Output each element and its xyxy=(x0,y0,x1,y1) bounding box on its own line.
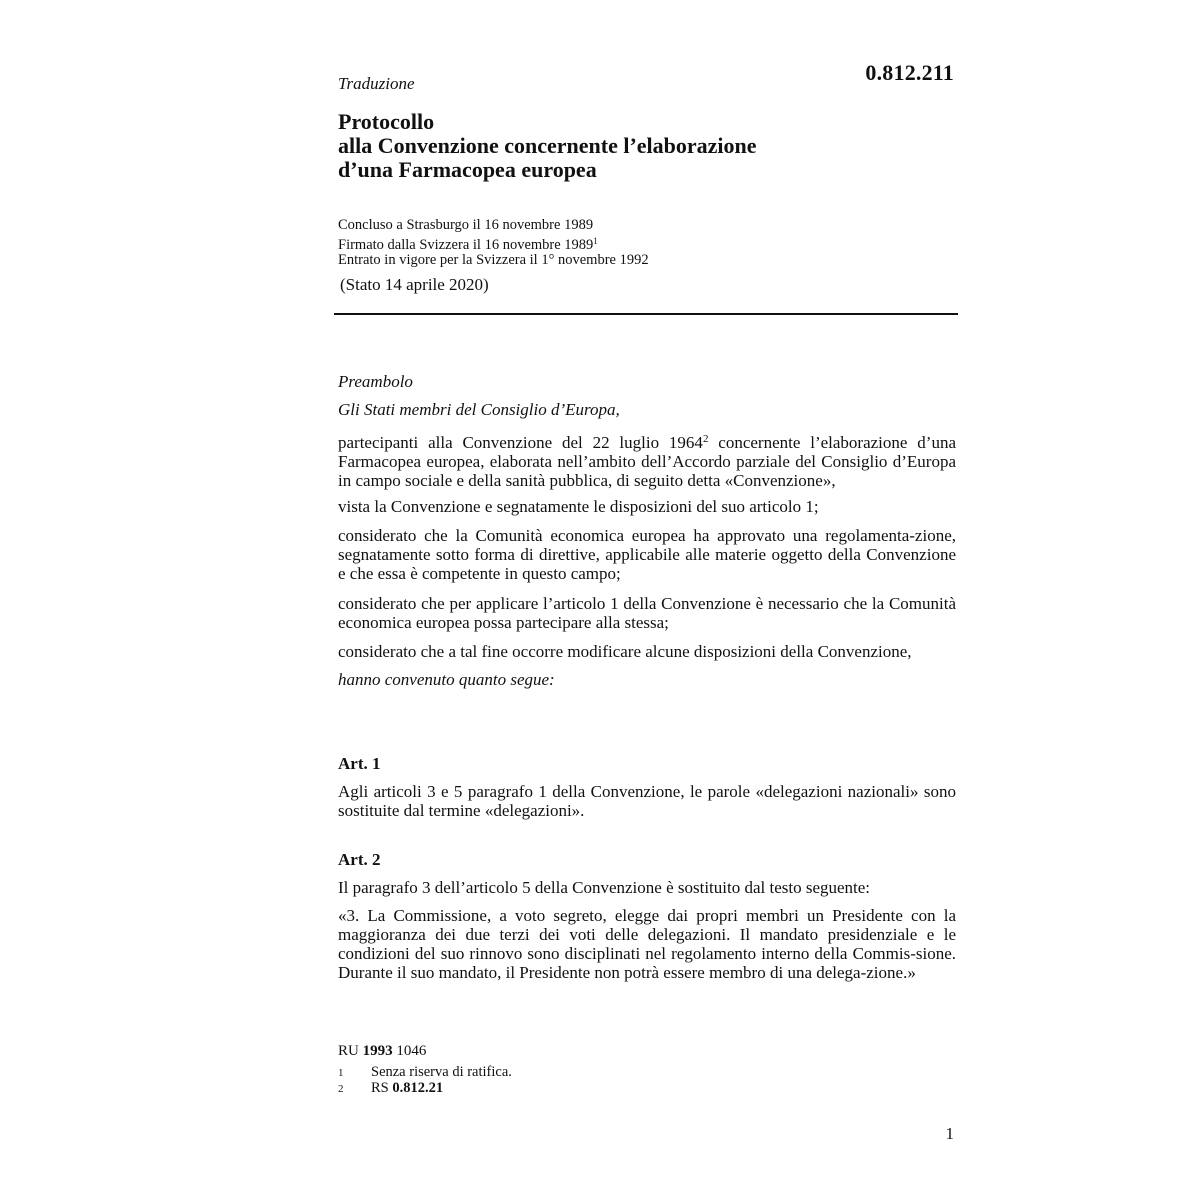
preamble-paragraph-4: considerato che per applicare l’articolo 1 della Convenzione è necessario che la Comunità economica europea possa partecipare alla stessa; xyxy=(338,594,956,632)
footnote-ref-2[interactable]: 2 xyxy=(702,433,709,445)
footnote-number: 1 xyxy=(338,1067,344,1079)
article-2-text: Il paragrafo 3 dell’articolo 5 della Convenzione è sostituito dal testo seguente: xyxy=(338,878,871,897)
preamble-paragraph-2: vista la Convenzione e segnatamente le disposizioni del suo articolo 1; xyxy=(338,497,819,516)
preamble-paragraph-3: considerato che la Comunità economica europea ha approvato una regolamenta-zione, segnatamente sotto forma di direttive, applicabile alle materie oggetto della Convenzione e che essa è competente in questo campo; xyxy=(338,526,956,583)
header-divider xyxy=(334,313,958,315)
article-2-quote: «3. La Commissione, a voto segreto, elegge dai propri membri un Presidente con la maggioranza dei due terzi dei voti delle delegazioni. Il mandato presidenziale e le condizioni del suo rinnovo sono disciplinati nel regolamento interno della Commis-sione. Durante il suo mandato, il Presidente non potrà essere membro di una delega-zione.» xyxy=(338,906,956,982)
entry-into-force-date: Entrato in vigore per la Svizzera il 1° novembre 1992 xyxy=(338,252,649,268)
preamble-closing: hanno convenuto quanto segue: xyxy=(338,670,555,689)
footnote-2 xyxy=(338,1080,443,1097)
footnote-ref-1[interactable]: 1 xyxy=(593,235,598,246)
signed-date: Firmato dalla Svizzera il 16 novembre 1989$^1$ xyxy=(338,235,598,253)
article-2-title: Art. 2 xyxy=(338,850,381,869)
status-date: (Stato 14 aprile 2020) xyxy=(340,275,489,294)
title-line-1: Protocollo xyxy=(338,109,435,134)
sr-number: 0.812.211 xyxy=(865,60,954,85)
footnote-text: Senza riserva di ratifica. xyxy=(371,1064,512,1080)
translation-label: Traduzione xyxy=(338,74,415,93)
preamble-paragraph-5: considerato che a tal fine occorre modificare alcune disposizioni della Convenzione, xyxy=(338,642,912,661)
official-compilation-reference: RU 1993 1046 xyxy=(338,1043,427,1059)
footnote-1 xyxy=(338,1064,512,1081)
preamble-paragraph-1: partecipanti alla Convenzione del 22 luglio 1964$^2$ concernente l’elaborazione d’una Farmacopea europea, elaborata nell’ambito dell’Accordo parziale del Consiglio d’Europa in campo sociale e della sanità pubblica, di seguito detta «Convenzione», xyxy=(338,433,956,490)
document-metadata xyxy=(338,218,649,269)
footnote-text: RS 0.812.21 xyxy=(371,1080,444,1096)
article-1-title: Art. 1 xyxy=(338,754,381,773)
preamble-heading: Preambolo xyxy=(338,372,413,391)
concluded-date: Concluso a Strasburgo il 16 novembre 1989 xyxy=(338,217,594,233)
footnote-number: 2 xyxy=(338,1083,344,1095)
title-line-2: alla Convenzione concernente l’elaborazione xyxy=(338,133,757,158)
page-number: 1 xyxy=(945,1124,954,1143)
preamble-parties: Gli Stati membri del Consiglio d’Europa, xyxy=(338,400,620,419)
article-1-text: Agli articoli 3 e 5 paragrafo 1 della Convenzione, le parole «delegazioni nazionali» sono sostituite dal termine «delegazioni». xyxy=(338,782,956,820)
title-line-3: d’una Farmacopea europea xyxy=(338,157,597,182)
document-title xyxy=(338,110,757,182)
